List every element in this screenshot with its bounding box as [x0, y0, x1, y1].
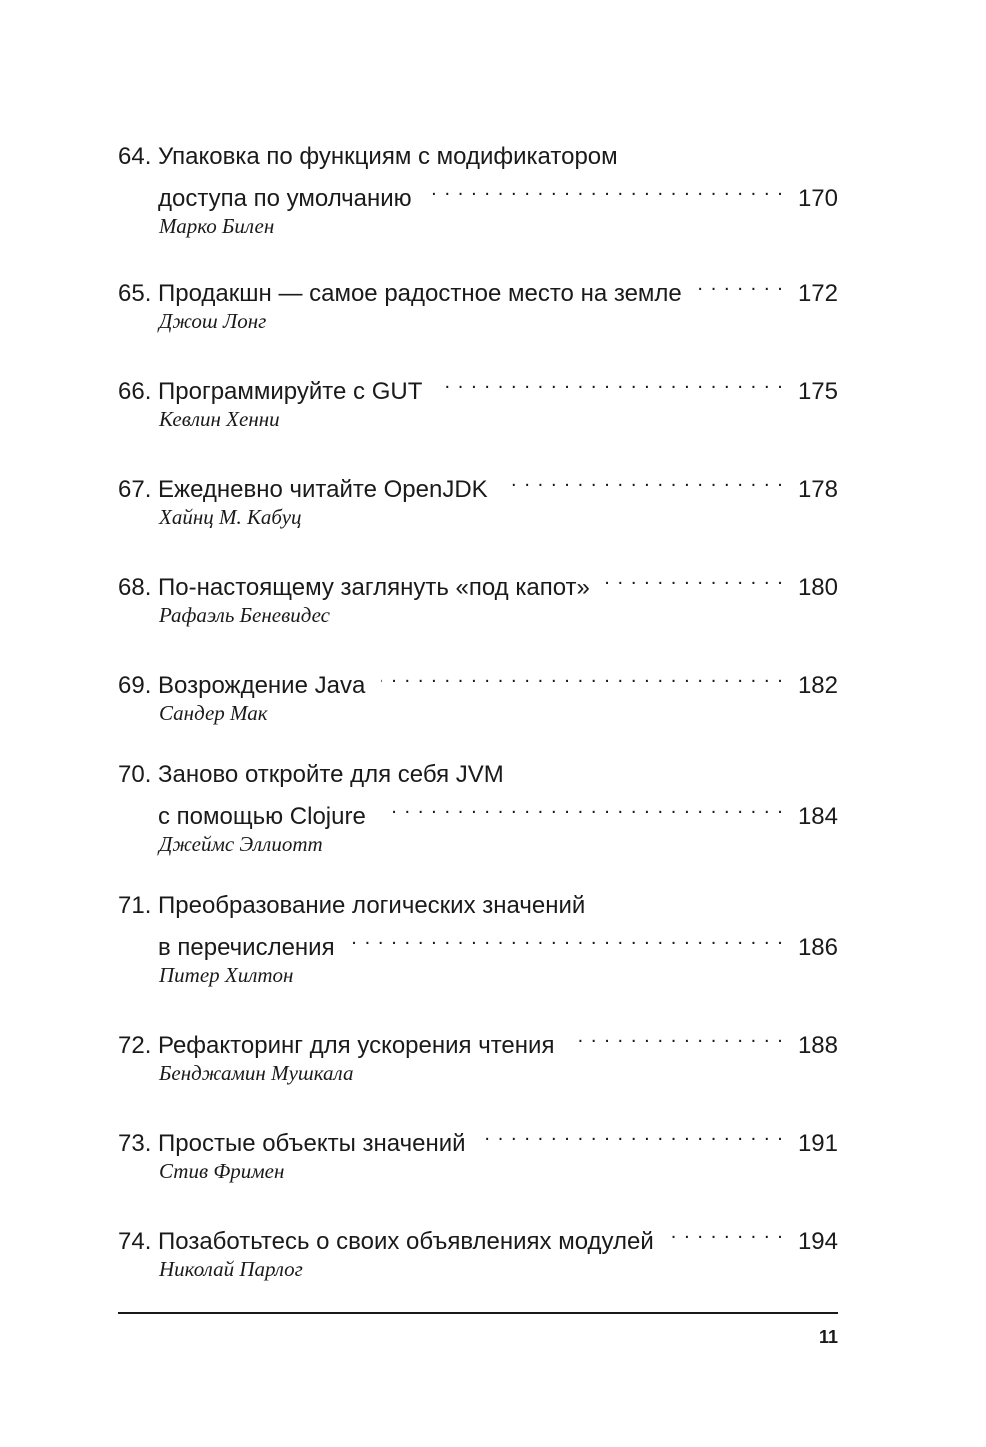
entry-page-number: 191 — [797, 1130, 838, 1157]
toc-entry[interactable] — [118, 268, 838, 335]
entry-number: 70. — [118, 761, 152, 788]
toc-entry[interactable] — [118, 366, 838, 433]
entry-number: 69. — [118, 672, 152, 699]
entry-author: Джеймс Эллиотт — [159, 832, 323, 856]
entry-title-line — [118, 1118, 838, 1157]
entry-title-line — [118, 922, 838, 961]
entry-title-line — [118, 758, 838, 791]
entry-title: Программируйте с GUT — [158, 378, 423, 405]
entry-number: 74. — [118, 1228, 152, 1255]
page-number: 11 — [818, 1327, 838, 1347]
toc-entry[interactable] — [118, 1216, 838, 1283]
entry-page-number: 186 — [797, 934, 838, 961]
entry-number: 65. — [118, 280, 152, 307]
dot-leader — [670, 1216, 784, 1249]
dot-leader — [438, 366, 784, 399]
entry-title-continuation: доступа по умолчанию — [158, 185, 412, 212]
dot-leader — [570, 1020, 784, 1053]
entry-page-number: 182 — [797, 672, 838, 699]
entry-number: 72. — [118, 1032, 152, 1059]
entry-number: 67. — [118, 476, 152, 503]
entry-page-number: 170 — [797, 185, 838, 212]
entry-page-number: 175 — [797, 378, 838, 405]
entry-author: Питер Хилтон — [159, 963, 294, 987]
entry-title: Упаковка по функциям с модификатором — [158, 143, 618, 170]
entry-title: Рефакторинг для ускорения чтения — [158, 1032, 555, 1059]
entry-page-number: 172 — [797, 280, 838, 307]
entry-number: 64. — [118, 143, 152, 170]
entry-title: Преобразование логических значений — [158, 892, 586, 919]
dot-leader — [428, 173, 784, 206]
toc-entry[interactable] — [118, 758, 838, 858]
entry-page-number: 194 — [797, 1228, 838, 1255]
entry-author: Кевлин Хенни — [159, 407, 280, 431]
entry-title-continuation: с помощью Clojure — [158, 803, 366, 830]
entry-title-line — [118, 1020, 838, 1059]
entry-title-line — [118, 173, 838, 212]
dot-leader — [382, 791, 784, 824]
toc-entry[interactable] — [118, 562, 838, 629]
entry-author: Стив Фримен — [159, 1159, 285, 1183]
entry-author: Марко Билен — [159, 214, 275, 238]
entry-author: Хайнц М. Кабуц — [159, 505, 302, 529]
dot-leader — [698, 268, 784, 301]
table-of-contents — [118, 140, 838, 1283]
dot-leader — [482, 1118, 784, 1151]
entry-title-line — [118, 791, 838, 830]
entry-author: Рафаэль Беневидес — [159, 603, 330, 627]
toc-entry[interactable] — [118, 140, 838, 240]
dot-leader — [351, 922, 784, 955]
toc-entry[interactable] — [118, 464, 838, 531]
entry-title: Простые объекты значений — [158, 1130, 466, 1157]
entry-title: Заново откройте для себя JVM — [158, 761, 504, 788]
toc-entry[interactable] — [118, 1020, 838, 1087]
entry-number: 68. — [118, 574, 152, 601]
entry-number: 71. — [118, 892, 152, 919]
entry-title-line — [118, 464, 838, 503]
entry-number: 66. — [118, 378, 152, 405]
entry-author: Сандер Мак — [159, 701, 268, 725]
entry-title-line — [118, 268, 838, 307]
entry-author: Бенджамин Мушкала — [159, 1061, 354, 1085]
entry-title-line — [118, 889, 838, 922]
entry-title-continuation: в перечисления — [158, 934, 335, 961]
dot-leader — [504, 464, 784, 497]
entry-title-line — [118, 660, 838, 699]
entry-title: По-настоящему заглянуть «под капот» — [158, 574, 590, 601]
entry-title-line — [118, 1216, 838, 1255]
entry-title: Ежедневно читайте OpenJDK — [158, 476, 488, 503]
toc-entry[interactable] — [118, 889, 838, 989]
entry-page-number: 180 — [797, 574, 838, 601]
footer-divider — [118, 1312, 838, 1314]
entry-title-line — [118, 562, 838, 601]
entry-title-line — [118, 140, 838, 173]
dot-leader — [381, 660, 784, 693]
toc-entry[interactable] — [118, 1118, 838, 1185]
entry-author: Николай Парлог — [159, 1257, 303, 1281]
entry-title-line — [118, 366, 838, 405]
entry-page-number: 178 — [797, 476, 838, 503]
entry-title: Позаботьтесь о своих объявлениях модулей — [158, 1228, 654, 1255]
dot-leader — [606, 562, 784, 595]
entry-page-number: 188 — [797, 1032, 838, 1059]
entry-author: Джош Лонг — [159, 309, 267, 333]
entry-number: 73. — [118, 1130, 152, 1157]
entry-title: Продакшн — самое радостное место на земле — [158, 280, 682, 307]
toc-entry[interactable] — [118, 660, 838, 727]
entry-page-number: 184 — [797, 803, 838, 830]
entry-title: Возрождение Java — [158, 672, 366, 699]
